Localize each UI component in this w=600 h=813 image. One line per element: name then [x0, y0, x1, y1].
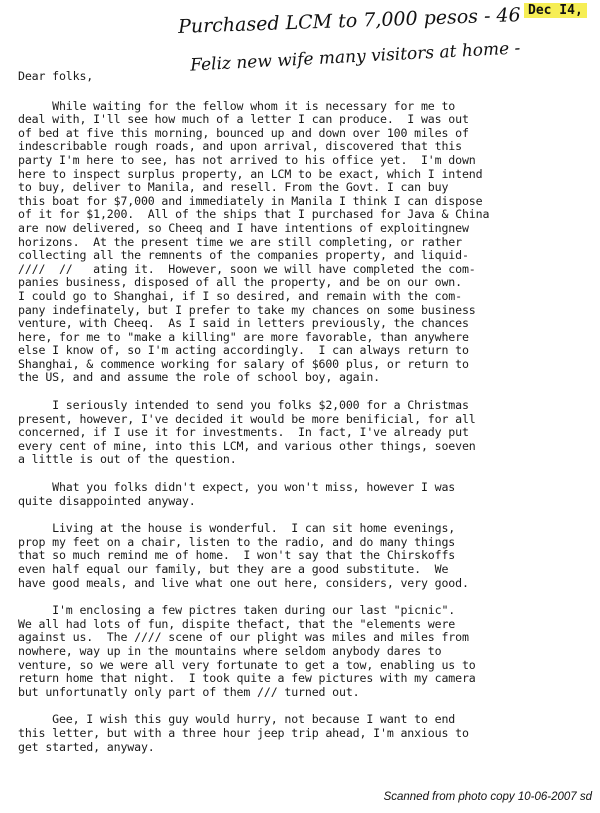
- letter-line: I seriously intended to send you folks $2,000 for a Christmas: [18, 398, 469, 413]
- letter-line: every cent of mine, into this LCM, and various other things, soeven: [18, 438, 476, 453]
- letter-line: //// // ating it. However, soon we will have completed the com-: [18, 261, 476, 276]
- letter-line: concerned, if I use it for investments. In fact, I've already put: [18, 425, 469, 440]
- letter-line: nowhere, way up in the mountains where seldom anybody dares to: [18, 643, 442, 658]
- letter-line: of bed at five this morning, bounced up and down over 100 miles of: [18, 125, 469, 140]
- letter-line: are now delivered, so Cheeq and I have intentions of exploitingnew: [18, 220, 469, 235]
- letter-line: to buy, deliver to Manila, and resell. From the Govt. I can buy: [18, 180, 449, 195]
- letter-line: prop my feet on a chair, listen to the radio, and do many things: [18, 534, 456, 549]
- salutation: Dear folks,: [18, 69, 94, 83]
- date-annotation: Dec I4,: [524, 3, 587, 18]
- letter-line: but unfortunatly only part of them /// turned out.: [18, 684, 360, 699]
- letter-line: here, for me to "make a killing" are more favorable, than anywhere: [18, 329, 469, 344]
- letter-line: present, however, I've decided it would be more benificial, for all: [18, 411, 476, 426]
- letter-line: here to inspect surplus property, an LCM to be exact, which I intend: [18, 166, 483, 181]
- letter-paragraph: [18, 604, 588, 699]
- letter-line: While waiting for the fellow whom it is necessary for me to: [18, 98, 456, 113]
- letter-line: this letter, but with a three hour jeep trip ahead, I'm anxious to: [18, 725, 469, 740]
- letter-body: [18, 62, 588, 768]
- letter-line: return home that night. I took quite a few pictures with my camera: [18, 671, 476, 686]
- letter-paragraph: [18, 713, 588, 754]
- letter-line: of it for $1,200. All of the ships that I purchased for Java & China: [18, 207, 490, 222]
- letter-line: I could go to Shanghai, if I so desired, and remain with the com-: [18, 288, 462, 303]
- handwritten-note-line-2: Feliz new wife many visitors at home -: [189, 38, 521, 76]
- letter-paragraph: [18, 100, 588, 385]
- letter-line: indescribable rough roads, and upon arrival, discovered that this: [18, 139, 462, 154]
- letter-line: get started, anyway.: [18, 739, 155, 754]
- handwritten-note-line-1: Purchased LCM to 7,000 pesos - 46: [177, 4, 522, 38]
- letter-line: venture, so we were all very fortunate to get a tow, enabling us to: [18, 657, 476, 672]
- letter-line: pany indefinately, but I prefer to take my chances on some business: [18, 302, 476, 317]
- letter-line: We all had lots of fun, dispite thefact, that the "elements were: [18, 616, 456, 631]
- letter-line: have good meals, and live what one out here, considers, very good.: [18, 575, 469, 590]
- letter-paragraph: [18, 399, 588, 467]
- letter-line: horizons. At the present time we are still completing, or rather: [18, 234, 462, 249]
- letter-line: panies business, disposed of all the property, and be on our own.: [18, 275, 462, 290]
- letter-line: Living at the house is wonderful. I can sit home evenings,: [18, 521, 456, 536]
- letter-line: Shanghai, & commence working for salary of $600 plus, or return to: [18, 356, 469, 371]
- letter-line: else I know of, so I'm acting accordingly. I can always return to: [18, 343, 469, 358]
- letter-line: a little is out of the question.: [18, 452, 237, 467]
- letter-line: this boat for $7,000 and immediately in Manila I think I can dispose: [18, 193, 483, 208]
- letter-line: even half equal our family, but they are a good substitute. We: [18, 562, 449, 576]
- letter-line: quite disappointed anyway.: [18, 493, 196, 508]
- letter-line: deal with, I'll see how much of a letter I can produce. I was out: [18, 112, 469, 127]
- letter-line: I'm enclosing a few pictres taken during our last "picnic".: [18, 603, 456, 618]
- paragraphs: [18, 100, 588, 755]
- letter-line: Gee, I wish this guy would hurry, not because I want to end: [18, 712, 456, 727]
- letter-line: the US, and and assume the role of school boy, again.: [18, 370, 380, 385]
- letter-line: collecting all the remnents of the companies property, and liquid-: [18, 248, 469, 263]
- letter-line: What you folks didn't expect, you won't miss, however I was: [18, 480, 456, 495]
- letter-line: that so much remind me of home. I won't say that the Chirskoffs: [18, 548, 456, 563]
- letter-line: venture, with Cheeq. As I said in letters previously, the chances: [18, 316, 469, 331]
- scan-note: Scanned from photo copy 10-06-2007 sd: [383, 791, 592, 803]
- letter-paragraph: [18, 522, 588, 590]
- letter-paragraph: [18, 481, 588, 508]
- letter-line: against us. The //// scene of our plight was miles and miles from: [18, 630, 469, 645]
- letter-line: party I'm here to see, has not arrived to his office yet. I'm down: [18, 152, 476, 167]
